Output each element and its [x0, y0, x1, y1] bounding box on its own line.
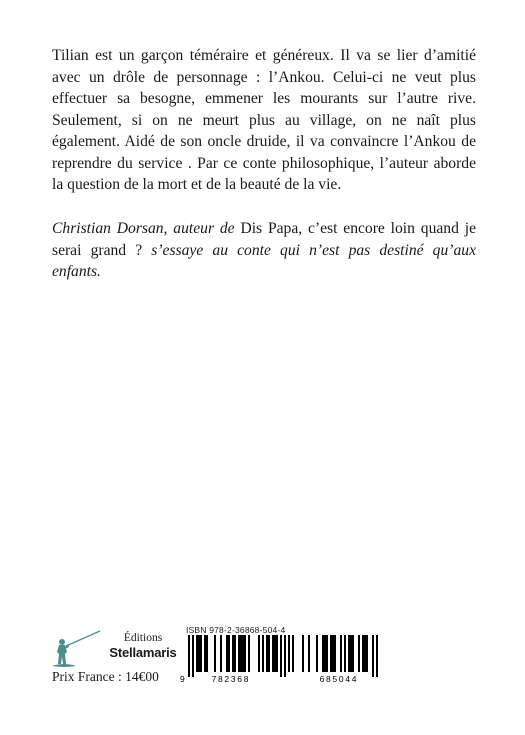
barcode-bar: [340, 635, 342, 672]
barcode-bar: [196, 635, 198, 672]
barcode-bar: [366, 635, 368, 672]
barcode-bar: [288, 635, 290, 672]
barcode-bar: [334, 635, 336, 672]
barcode-bar: [226, 635, 228, 672]
isbn-label: ISBN 978-2-36868-504-4: [186, 625, 286, 635]
barcode-bar: [326, 635, 328, 672]
barcode-bars: [188, 635, 378, 677]
publisher-logo: [52, 630, 177, 670]
barcode-bar: [268, 635, 270, 672]
barcode-bar: [214, 635, 216, 672]
barcode-bar: [272, 635, 274, 672]
barcode-bar: [292, 635, 294, 672]
barcode-bar: [198, 635, 200, 672]
ean-right-group: 6 8 5 0 4 4: [319, 674, 357, 684]
previous-book-title: Dis Papa, c’est encore loin quand je serai grand ?: [52, 220, 476, 259]
barcode-bar: [352, 635, 354, 672]
barcode-bar: [316, 635, 318, 672]
ean-first-digit: 9: [180, 674, 185, 684]
barcode-bar: [350, 635, 352, 672]
barcode-bar: [244, 635, 246, 672]
barcode-bar: [220, 635, 222, 672]
barcode-bar: [274, 635, 276, 672]
barcode-bar: [204, 635, 206, 672]
author-note: [52, 218, 476, 283]
barcode-bar: [232, 635, 234, 672]
barcode-bar: [308, 635, 310, 672]
barcode-bar: [248, 635, 250, 672]
barcode-bar: [372, 635, 374, 677]
publisher-name: Stellamaris: [109, 645, 177, 660]
barcode-bar: [266, 635, 268, 672]
barcode-bar: [206, 635, 208, 672]
barcode-bar: [240, 635, 242, 672]
author-note-italic-end: s’essaye au conte qui n’est pas destiné qu’aux enfants.: [52, 241, 476, 280]
barcode-bar: [242, 635, 244, 672]
book-summary: Tilian est un garçon téméraire et généreux. Il va se lier d’amitié avec un drôle de personnage : l’Ankou. Celui-ci ne veut plus effectuer sa besogne, emmener les mourants sur l’autre rive. Seulement, si on ne meurt plus au village, on ne naît plus également. Aidé de son oncle druide, il va convaincre l’Ankou de reprendre du service . Par ce conte philosophique, l’auteur aborde la question de la mort et de la beauté de la vie.: [52, 47, 476, 193]
ean-left-group: 7 8 2 3 6 8: [211, 674, 249, 684]
barcode-bar: [324, 635, 326, 672]
publisher-name-block: [108, 632, 178, 661]
barcode-bar: [276, 635, 278, 672]
barcode-bar: [188, 635, 190, 677]
barcode-bar: [284, 635, 286, 677]
barcode-bar: [322, 635, 324, 672]
barcode-bar: [302, 635, 304, 672]
price-label: Prix France : 14€00: [52, 669, 159, 684]
barcode-bar: [364, 635, 366, 672]
barcode-bar: [238, 635, 240, 672]
barcode-bar: [358, 635, 360, 672]
barcode-bar: [192, 635, 194, 677]
barcode-bar: [228, 635, 230, 672]
barcode-graphic: [180, 635, 410, 684]
barcode-bar: [280, 635, 282, 677]
publisher-editions-label: Éditions: [123, 632, 163, 644]
barcode-bar: [362, 635, 364, 672]
barcode-bar: [234, 635, 236, 672]
barcode-bar: [200, 635, 202, 672]
barcode-bar: [258, 635, 260, 672]
barcode-bar: [348, 635, 350, 672]
fisherman-silhouette-icon: [52, 630, 102, 668]
isbn-barcode: [180, 626, 410, 684]
barcode-bar: [262, 635, 264, 672]
barcode-bar: [344, 635, 346, 672]
barcode-bar: [330, 635, 332, 672]
barcode-bar: [376, 635, 378, 677]
author-note-italic-start: Christian Dorsan, auteur de: [52, 220, 235, 237]
barcode-bar: [332, 635, 334, 672]
